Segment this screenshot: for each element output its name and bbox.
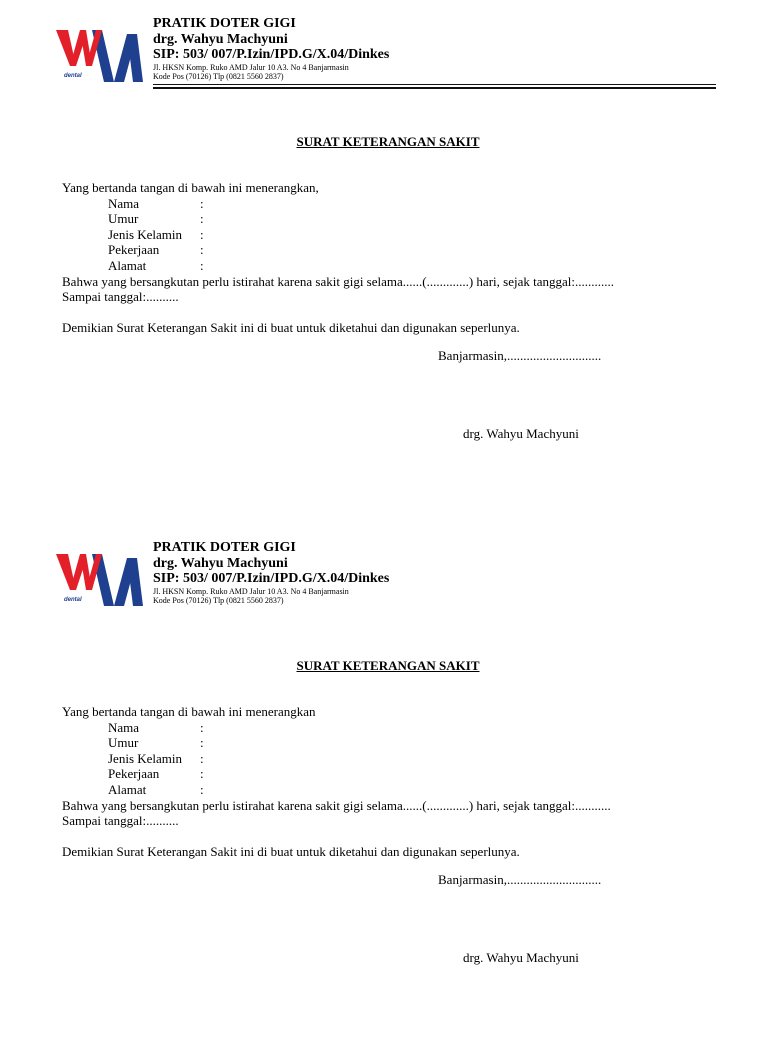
license-number: SIP: 503/ 007/P.Izin/IPD.G/X.04/Dinkes bbox=[153, 571, 390, 586]
field-umur bbox=[108, 211, 614, 227]
field-label: Nama bbox=[108, 719, 140, 735]
doctor-name: drg. Wahyu Machyuni bbox=[153, 31, 288, 47]
field-colon: : bbox=[200, 766, 204, 782]
statement-text: Bahwa yang bersangkutan perlu istirahat karena sakit gigi selama......(.............) hari, sejak tanggal:........... bbox=[62, 797, 611, 813]
address-line-1: Jl. HKSN Komp. Ruko AMD Jalur 10 A3. No 4 Banjarmasin bbox=[153, 62, 349, 72]
letterhead bbox=[153, 16, 389, 82]
until-text: Sampai tanggal:.......... bbox=[62, 289, 179, 305]
field-label: Umur bbox=[108, 211, 139, 227]
signatory-name: drg. Wahyu Machyuni bbox=[463, 426, 579, 441]
logo-caption: dental bbox=[64, 597, 82, 603]
license-number: SIP: 503/ 007/P.Izin/IPD.G/X.04/Dinkes bbox=[153, 47, 390, 62]
address-line-2: Kode Pos (70126) Tlp (0821 5560 2837) bbox=[153, 596, 284, 605]
field-colon: : bbox=[200, 211, 204, 227]
field-pekerjaan bbox=[108, 766, 611, 782]
wm-logo-icon bbox=[56, 546, 146, 608]
field-nama bbox=[108, 196, 614, 212]
field-umur bbox=[108, 735, 611, 751]
field-label: Jenis Kelamin bbox=[108, 226, 183, 242]
intro-text: Yang bertanda tangan di bawah ini menerangkan bbox=[62, 704, 316, 719]
wm-logo-icon bbox=[56, 22, 146, 84]
letter-2 bbox=[0, 524, 768, 1048]
address-line-2: Kode Pos (70126) Tlp (0821 5560 2837) bbox=[153, 72, 284, 81]
field-colon: : bbox=[200, 257, 204, 273]
field-nama bbox=[108, 720, 611, 736]
header-divider-thin bbox=[153, 84, 716, 85]
field-label: Pekerjaan bbox=[108, 766, 160, 782]
field-alamat bbox=[108, 258, 614, 274]
closing-text: Demikian Surat Keterangan Sakit ini di buat untuk diketahui dan digunakan seperlunya. bbox=[62, 844, 520, 860]
field-colon: : bbox=[200, 781, 204, 797]
letter-body bbox=[62, 704, 611, 860]
field-colon: : bbox=[200, 195, 204, 211]
field-label: Nama bbox=[108, 195, 140, 211]
field-alamat bbox=[108, 782, 611, 798]
field-colon: : bbox=[200, 719, 204, 735]
field-label: Umur bbox=[108, 735, 139, 751]
signatory-name: drg. Wahyu Machyuni bbox=[463, 950, 579, 965]
place-date: Banjarmasin,............................. bbox=[438, 348, 602, 363]
practice-name: PRATIK DOTER GIGI bbox=[153, 540, 296, 555]
letter-body bbox=[62, 180, 614, 336]
closing-text: Demikian Surat Keterangan Sakit ini di buat untuk diketahui dan digunakan seperlunya. bbox=[62, 320, 520, 336]
document-title: SURAT KETERANGAN SAKIT bbox=[296, 658, 480, 673]
place-date: Banjarmasin,............................. bbox=[438, 872, 602, 887]
field-label: Alamat bbox=[108, 781, 147, 797]
intro-text: Yang bertanda tangan di bawah ini menerangkan, bbox=[62, 180, 319, 195]
logo-caption: dental bbox=[64, 73, 82, 79]
field-label: Jenis Kelamin bbox=[108, 750, 183, 766]
until-text: Sampai tanggal:.......... bbox=[62, 813, 179, 829]
spacer bbox=[62, 829, 611, 845]
field-jenis-kelamin bbox=[108, 227, 614, 243]
field-colon: : bbox=[200, 226, 204, 242]
statement-text: Bahwa yang bersangkutan perlu istirahat karena sakit gigi selama......(.............) hari, sejak tanggal:............ bbox=[62, 273, 614, 289]
field-colon: : bbox=[200, 750, 204, 766]
doctor-name: drg. Wahyu Machyuni bbox=[153, 555, 288, 571]
letterhead bbox=[153, 540, 389, 606]
header-divider-thick bbox=[153, 87, 716, 89]
spacer bbox=[62, 305, 614, 321]
practice-name: PRATIK DOTER GIGI bbox=[153, 16, 296, 31]
field-colon: : bbox=[200, 735, 204, 751]
field-label: Alamat bbox=[108, 257, 147, 273]
address-line-1: Jl. HKSN Komp. Ruko AMD Jalur 10 A3. No 4 Banjarmasin bbox=[153, 586, 349, 596]
field-label: Pekerjaan bbox=[108, 242, 160, 258]
field-colon: : bbox=[200, 242, 204, 258]
document-title: SURAT KETERANGAN SAKIT bbox=[296, 134, 480, 149]
field-pekerjaan bbox=[108, 242, 614, 258]
field-jenis-kelamin bbox=[108, 751, 611, 767]
